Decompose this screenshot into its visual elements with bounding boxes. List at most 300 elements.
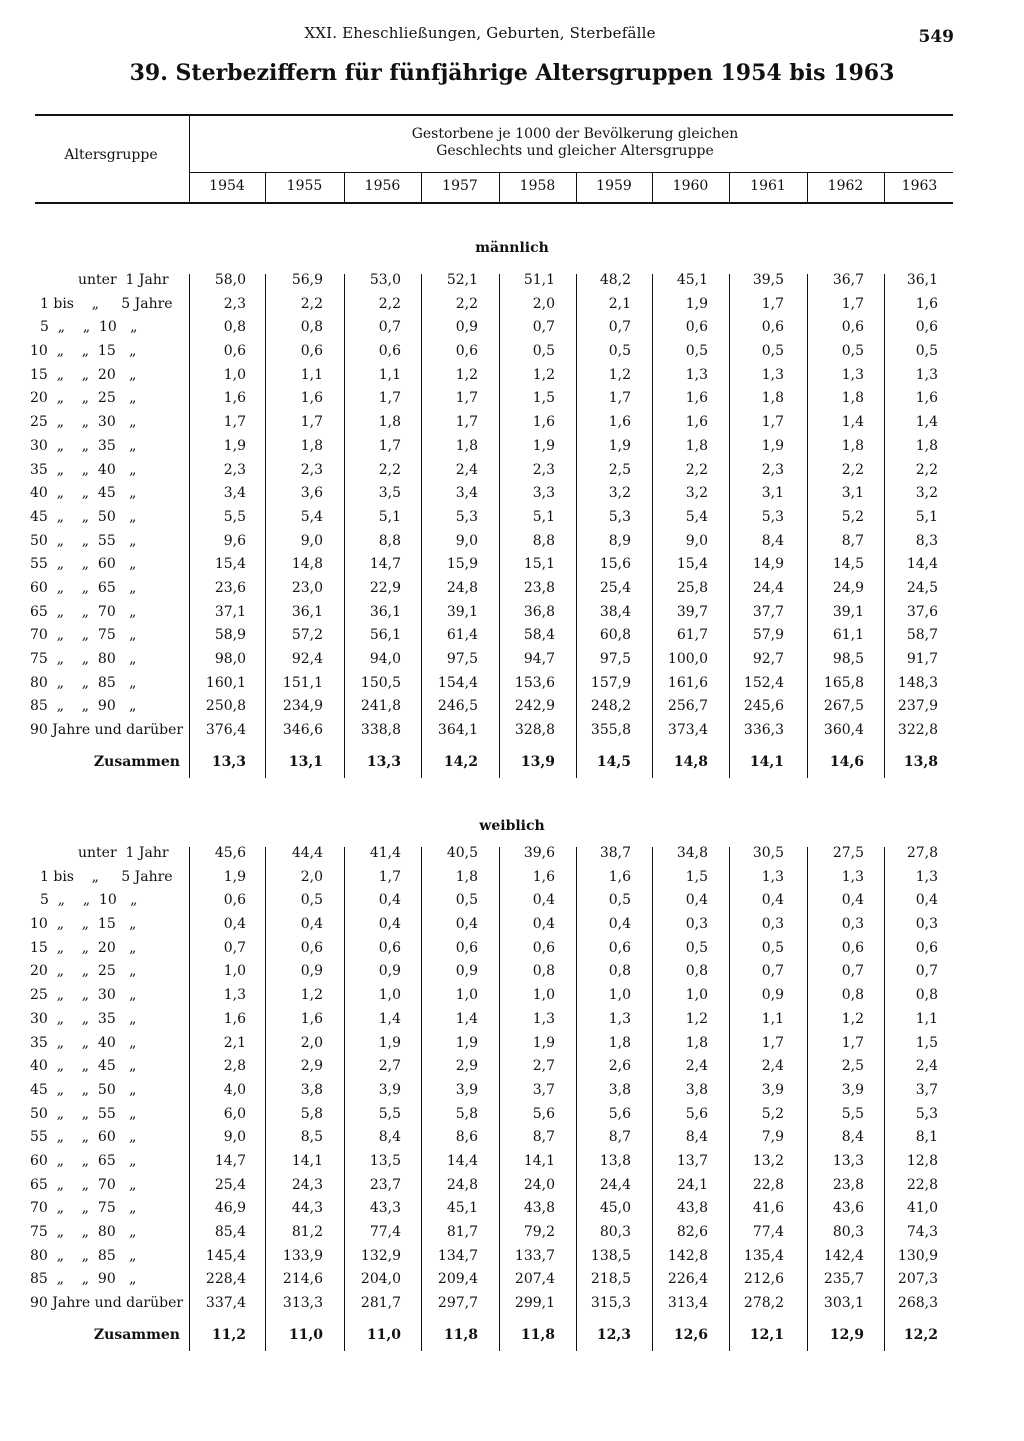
value-cell-1958: 1,2 [532,366,555,383]
value-cell-1954: 2,8 [223,1058,246,1075]
value-cell-1960: 2,2 [685,461,708,478]
year-header-1963: 1963 [901,178,938,194]
value-cell-1963: 14,4 [906,556,938,573]
value-cell-1956: 2,2 [378,461,401,478]
value-cell-1963: 1,5 [915,1034,938,1051]
age-group-cell: 15 „ „ 20 „ [30,939,137,956]
value-cell-1961: 5,3 [761,508,784,525]
value-cell-1959: 2,5 [608,461,631,478]
value-cell-1959: 5,3 [608,508,631,525]
value-cell-1958: 13,9 [520,753,555,770]
age-group-cell: 15 „ „ 20 „ [30,366,137,383]
value-cell-1963: 1,6 [915,295,938,312]
value-cell-1954: 4,0 [223,1081,246,1098]
value-cell-1959: 60,8 [599,627,631,644]
value-cell-1963: 91,7 [906,651,938,667]
value-cell-1958: 0,7 [532,319,555,336]
value-cell-1963: 1,3 [915,366,938,383]
value-cell-1963: 237,9 [897,698,938,715]
value-cell-1954: 1,9 [223,868,246,885]
value-cell-1962: 0,6 [841,319,864,336]
value-cell-1963: 0,8 [915,987,938,1004]
value-cell-1954: 0,8 [223,319,246,336]
value-cell-1956: 1,7 [378,868,401,885]
table-row [30,1200,955,1224]
value-cell-1958: 3,3 [532,485,555,502]
value-cell-1957: 0,6 [455,939,478,956]
table-row [30,1177,955,1201]
value-cell-1963: 22,8 [906,1176,938,1193]
value-cell-1962: 1,8 [841,437,864,454]
value-cell-1954: 1,0 [223,963,246,980]
value-cell-1958: 0,5 [532,343,555,360]
value-cell-1961: 135,4 [743,1247,784,1264]
value-cell-1960: 0,8 [685,963,708,980]
value-cell-1956: 204,0 [360,1271,401,1288]
table-row [30,272,955,296]
value-cell-1956: 3,9 [378,1081,401,1098]
value-cell-1955: 1,7 [300,414,323,431]
column-divider [421,847,422,1351]
value-cell-1962: 1,8 [841,390,864,407]
table-row [30,533,955,557]
value-cell-1959: 8,9 [608,532,631,549]
value-cell-1954: 0,7 [223,939,246,956]
value-cell-1961: 1,7 [761,1034,784,1051]
age-group-cell: 70 „ „ 75 „ [30,1200,137,1217]
value-cell-1962: 1,3 [841,366,864,383]
value-cell-1957: 52,1 [446,272,478,288]
value-cell-1958: 2,3 [532,461,555,478]
value-cell-1955: 3,6 [300,485,323,502]
value-cell-1959: 1,9 [608,437,631,454]
value-cell-1959: 1,6 [608,414,631,431]
value-cell-1957: 2,4 [455,461,478,478]
value-cell-1962: 39,1 [832,603,864,620]
table-row [30,722,955,746]
age-group-cell: unter 1 Jahr [78,272,169,288]
value-cell-1960: 1,2 [685,1010,708,1027]
value-cell-1961: 336,3 [743,722,784,739]
value-cell-1962: 2,5 [841,1058,864,1075]
header-bottom-rule [35,202,953,204]
value-cell-1957: 45,1 [446,1200,478,1217]
value-cell-1958: 0,8 [532,963,555,980]
value-cell-1961: 41,6 [752,1200,784,1217]
value-cell-1961: 2,4 [761,1058,784,1075]
value-cell-1954: 37,1 [214,603,246,620]
value-cell-1962: 5,5 [841,1105,864,1122]
value-cell-1954: 0,6 [223,343,246,360]
value-cell-1957: 1,2 [455,366,478,383]
value-cell-1955: 0,6 [300,343,323,360]
value-cell-1963: 41,0 [906,1200,938,1217]
value-cell-1954: 0,6 [223,892,246,909]
age-group-cell: 45 „ „ 50 „ [30,508,137,525]
age-group-cell: 5 „ „ 10 „ [40,319,138,336]
value-cell-1954: 25,4 [214,1176,246,1193]
value-cell-1961: 39,5 [752,272,784,288]
page-number: 549 [918,27,954,47]
value-cell-1960: 161,6 [667,674,708,691]
value-cell-1956: 3,5 [378,485,401,502]
value-cell-1956: 281,7 [360,1295,401,1312]
value-cell-1954: 2,3 [223,295,246,312]
table-row [30,1082,955,1106]
table-row [30,1129,955,1153]
value-cell-1963: 148,3 [897,674,938,691]
value-cell-1959: 12,3 [596,1326,631,1343]
value-cell-1960: 13,7 [676,1152,708,1169]
column-divider [189,274,190,778]
section-label-female: weiblich [479,818,545,834]
value-cell-1956: 22,9 [369,579,401,596]
value-cell-1963: 5,1 [915,508,938,525]
value-cell-1954: 376,4 [205,722,246,739]
value-cell-1963: 24,5 [906,579,938,596]
value-cell-1960: 1,3 [685,366,708,383]
value-cell-1959: 38,7 [599,845,631,861]
female-table-body [30,845,955,1350]
value-cell-1961: 3,9 [761,1081,784,1098]
value-cell-1957: 154,4 [437,674,478,691]
value-cell-1961: 14,9 [752,556,784,573]
column-divider [884,274,885,778]
value-cell-1957: 8,6 [455,1129,478,1146]
value-cell-1962: 2,2 [841,461,864,478]
value-cell-1956: 1,0 [378,987,401,1004]
male-table-body [30,272,955,777]
age-group-cell: 60 „ „ 65 „ [30,1152,137,1169]
value-cell-1962: 0,7 [841,963,864,980]
section-label-male: männlich [475,240,549,256]
value-cell-1960: 61,7 [676,627,708,644]
year-divider [807,173,808,202]
value-cell-1958: 153,6 [514,674,555,691]
age-group-cell: 30 „ „ 35 „ [30,1010,137,1027]
value-cell-1955: 2,9 [300,1058,323,1075]
value-cell-1954: 58,0 [214,272,246,288]
value-cell-1956: 241,8 [360,698,401,715]
header-top-rule [35,114,953,116]
value-cell-1961: 212,6 [743,1271,784,1288]
table-row [30,485,955,509]
year-header-1957: 1957 [442,178,478,194]
value-cell-1963: 27,8 [906,845,938,861]
value-cell-1957: 2,9 [455,1058,478,1075]
value-cell-1960: 3,2 [685,485,708,502]
value-cell-1954: 9,6 [223,532,246,549]
age-group-cell: 40 „ „ 45 „ [30,1058,137,1075]
total-label: Zusammen [93,753,180,770]
value-cell-1956: 5,5 [378,1105,401,1122]
value-cell-1963: 36,1 [906,272,938,288]
value-cell-1960: 25,8 [676,579,708,596]
value-cell-1962: 5,2 [841,508,864,525]
value-cell-1959: 0,6 [608,939,631,956]
value-cell-1957: 9,0 [455,532,478,549]
table-row [30,916,955,940]
year-divider [652,173,653,202]
value-cell-1959: 1,3 [608,1010,631,1027]
value-cell-1958: 8,7 [532,1129,555,1146]
age-group-cell: 10 „ „ 15 „ [30,343,137,360]
value-cell-1959: 0,7 [608,319,631,336]
value-cell-1959: 1,0 [608,987,631,1004]
value-cell-1954: 5,5 [223,508,246,525]
table-row [30,509,955,533]
value-cell-1960: 0,5 [685,939,708,956]
value-cell-1958: 36,8 [523,603,555,620]
column-divider [421,274,422,778]
value-cell-1958: 133,7 [514,1247,555,1264]
value-cell-1955: 133,9 [282,1247,323,1264]
value-cell-1961: 30,5 [752,845,784,861]
column-divider [652,847,653,1351]
value-cell-1960: 34,8 [676,845,708,861]
value-cell-1955: 2,2 [300,295,323,312]
value-cell-1955: 151,1 [282,674,323,691]
value-cell-1959: 45,0 [599,1200,631,1217]
table-row [30,604,955,628]
value-cell-1962: 0,5 [841,343,864,360]
value-cell-1958: 2,0 [532,295,555,312]
column-divider [576,847,577,1351]
value-cell-1954: 145,4 [205,1247,246,1264]
value-cell-1959: 0,4 [608,916,631,933]
value-cell-1963: 5,3 [915,1105,938,1122]
value-cell-1961: 12,1 [749,1326,784,1343]
age-group-cell: 40 „ „ 45 „ [30,485,137,502]
value-cell-1955: 11,0 [288,1326,323,1343]
value-cell-1958: 11,8 [520,1326,555,1343]
table-row [30,1106,955,1130]
age-group-cell: 25 „ „ 30 „ [30,414,137,431]
age-group-cell: 25 „ „ 30 „ [30,987,137,1004]
value-cell-1959: 97,5 [599,651,631,667]
value-cell-1958: 39,6 [523,845,555,861]
value-cell-1963: 268,3 [897,1295,938,1312]
value-cell-1954: 6,0 [223,1105,246,1122]
value-cell-1961: 2,3 [761,461,784,478]
running-header: XXI. Eheschließungen, Geburten, Sterbefälle [304,24,656,42]
value-cell-1957: 0,9 [455,319,478,336]
age-group-cell: 90 Jahre und darüber [30,1295,184,1312]
value-cell-1959: 13,8 [599,1152,631,1169]
value-cell-1957: 1,8 [455,868,478,885]
value-cell-1962: 303,1 [823,1295,864,1312]
value-cell-1963: 12,8 [906,1152,938,1169]
value-cell-1961: 57,9 [752,627,784,644]
value-cell-1961: 37,7 [752,603,784,620]
value-cell-1957: 297,7 [437,1295,478,1312]
value-cell-1961: 0,9 [761,987,784,1004]
age-group-cell: 30 „ „ 35 „ [30,437,137,454]
value-cell-1954: 13,3 [211,753,246,770]
value-cell-1961: 1,7 [761,295,784,312]
value-cell-1957: 0,6 [455,343,478,360]
value-cell-1962: 1,4 [841,414,864,431]
value-cell-1960: 1,0 [685,987,708,1004]
table-row [30,1271,955,1295]
value-cell-1956: 11,0 [366,1326,401,1343]
value-cell-1961: 1,8 [761,390,784,407]
value-cell-1959: 0,8 [608,963,631,980]
value-cell-1963: 0,7 [915,963,938,980]
age-group-cell: 80 „ „ 85 „ [30,1247,137,1264]
value-cell-1956: 53,0 [369,272,401,288]
table-row [30,1153,955,1177]
value-cell-1956: 0,4 [378,892,401,909]
value-cell-1954: 2,3 [223,461,246,478]
value-cell-1954: 1,6 [223,1010,246,1027]
value-cell-1955: 24,3 [291,1176,323,1193]
value-cell-1956: 43,3 [369,1200,401,1217]
value-cell-1962: 165,8 [823,674,864,691]
value-cell-1955: 2,0 [300,868,323,885]
value-cell-1960: 100,0 [667,651,708,667]
year-divider [884,173,885,202]
value-cell-1955: 0,8 [300,319,323,336]
age-group-cell: unter 1 Jahr [78,845,169,861]
value-cell-1956: 2,2 [378,295,401,312]
year-divider [421,173,422,202]
value-cell-1955: 1,6 [300,390,323,407]
value-cell-1957: 0,5 [455,892,478,909]
value-cell-1961: 1,1 [761,1010,784,1027]
column-divider [884,847,885,1351]
value-cell-1962: 98,5 [832,651,864,667]
value-cell-1958: 242,9 [514,698,555,715]
value-cell-1961: 7,9 [761,1129,784,1146]
column-divider [729,847,730,1351]
value-cell-1959: 157,9 [590,674,631,691]
value-cell-1957: 11,8 [443,1326,478,1343]
value-cell-1954: 11,2 [211,1326,246,1343]
year-divider [265,173,266,202]
value-cell-1955: 0,6 [300,939,323,956]
value-cell-1963: 8,3 [915,532,938,549]
value-cell-1955: 2,0 [300,1034,323,1051]
value-cell-1958: 1,5 [532,390,555,407]
age-group-cell: 1 bis „ 5 Jahre [40,868,173,885]
value-cell-1956: 8,8 [378,532,401,549]
value-cell-1962: 14,5 [832,556,864,573]
age-group-cell: 20 „ „ 25 „ [30,963,137,980]
value-cell-1955: 2,3 [300,461,323,478]
value-cell-1955: 346,6 [282,722,323,739]
value-cell-1962: 13,3 [832,1152,864,1169]
age-group-cell: 20 „ „ 25 „ [30,390,137,407]
value-cell-1962: 1,2 [841,1010,864,1027]
age-group-cell: 50 „ „ 55 „ [30,1105,137,1122]
value-cell-1955: 92,4 [291,651,323,667]
table-row [30,367,955,391]
value-cell-1958: 15,1 [523,556,555,573]
value-cell-1963: 13,8 [903,753,938,770]
age-group-cell: 75 „ „ 80 „ [30,651,137,667]
value-cell-1957: 134,7 [437,1247,478,1264]
value-cell-1957: 0,9 [455,963,478,980]
value-cell-1956: 5,1 [378,508,401,525]
value-cell-1963: 37,6 [906,603,938,620]
value-cell-1954: 98,0 [214,651,246,667]
value-cell-1961: 0,7 [761,963,784,980]
table-row [30,627,955,651]
value-cell-1960: 1,8 [685,437,708,454]
value-cell-1957: 1,7 [455,414,478,431]
value-cell-1958: 0,4 [532,892,555,909]
value-cell-1962: 8,4 [841,1129,864,1146]
value-cell-1960: 256,7 [667,698,708,715]
value-cell-1961: 0,5 [761,939,784,956]
total-row [30,1327,955,1351]
value-cell-1955: 214,6 [282,1271,323,1288]
value-cell-1959: 1,7 [608,390,631,407]
value-cell-1958: 8,8 [532,532,555,549]
table-row [30,1224,955,1248]
value-cell-1957: 1,8 [455,437,478,454]
table-row [30,343,955,367]
value-cell-1954: 9,0 [223,1129,246,1146]
value-cell-1960: 1,6 [685,390,708,407]
value-cell-1954: 45,6 [214,845,246,861]
value-cell-1961: 8,4 [761,532,784,549]
value-cell-1957: 40,5 [446,845,478,861]
age-group-cell: 50 „ „ 55 „ [30,532,137,549]
value-cell-1954: 1,0 [223,366,246,383]
value-cell-1961: 1,3 [761,868,784,885]
value-cell-1955: 0,4 [300,916,323,933]
value-cell-1959: 25,4 [599,579,631,596]
table-row [30,414,955,438]
value-cell-1962: 360,4 [823,722,864,739]
age-group-cell: 85 „ „ 90 „ [30,1271,137,1288]
table-row [30,319,955,343]
table-row [30,845,955,869]
value-cell-1959: 3,2 [608,485,631,502]
value-cell-1963: 58,7 [906,627,938,644]
value-cell-1956: 13,3 [366,753,401,770]
value-cell-1958: 0,6 [532,939,555,956]
value-cell-1961: 22,8 [752,1176,784,1193]
value-cell-1959: 8,7 [608,1129,631,1146]
value-cell-1956: 1,9 [378,1034,401,1051]
value-cell-1958: 207,4 [514,1271,555,1288]
value-cell-1958: 1,6 [532,414,555,431]
value-cell-1956: 1,7 [378,390,401,407]
value-cell-1954: 1,6 [223,390,246,407]
value-cell-1960: 1,9 [685,295,708,312]
value-cell-1961: 3,1 [761,485,784,502]
value-cell-1956: 1,4 [378,1010,401,1027]
value-cell-1958: 1,3 [532,1010,555,1027]
value-cell-1960: 24,1 [676,1176,708,1193]
age-group-cell: 45 „ „ 50 „ [30,1081,137,1098]
value-cell-1962: 0,4 [841,892,864,909]
value-cell-1956: 8,4 [378,1129,401,1146]
year-header-1959: 1959 [596,178,632,194]
value-cell-1958: 43,8 [523,1200,555,1217]
value-cell-1957: 61,4 [446,627,478,644]
value-cell-1958: 14,1 [523,1152,555,1169]
value-cell-1957: 1,0 [455,987,478,1004]
value-cell-1960: 1,6 [685,414,708,431]
value-cell-1958: 23,8 [523,579,555,596]
value-cell-1962: 1,3 [841,868,864,885]
value-cell-1957: 14,4 [446,1152,478,1169]
age-group-cell: 65 „ „ 70 „ [30,603,137,620]
